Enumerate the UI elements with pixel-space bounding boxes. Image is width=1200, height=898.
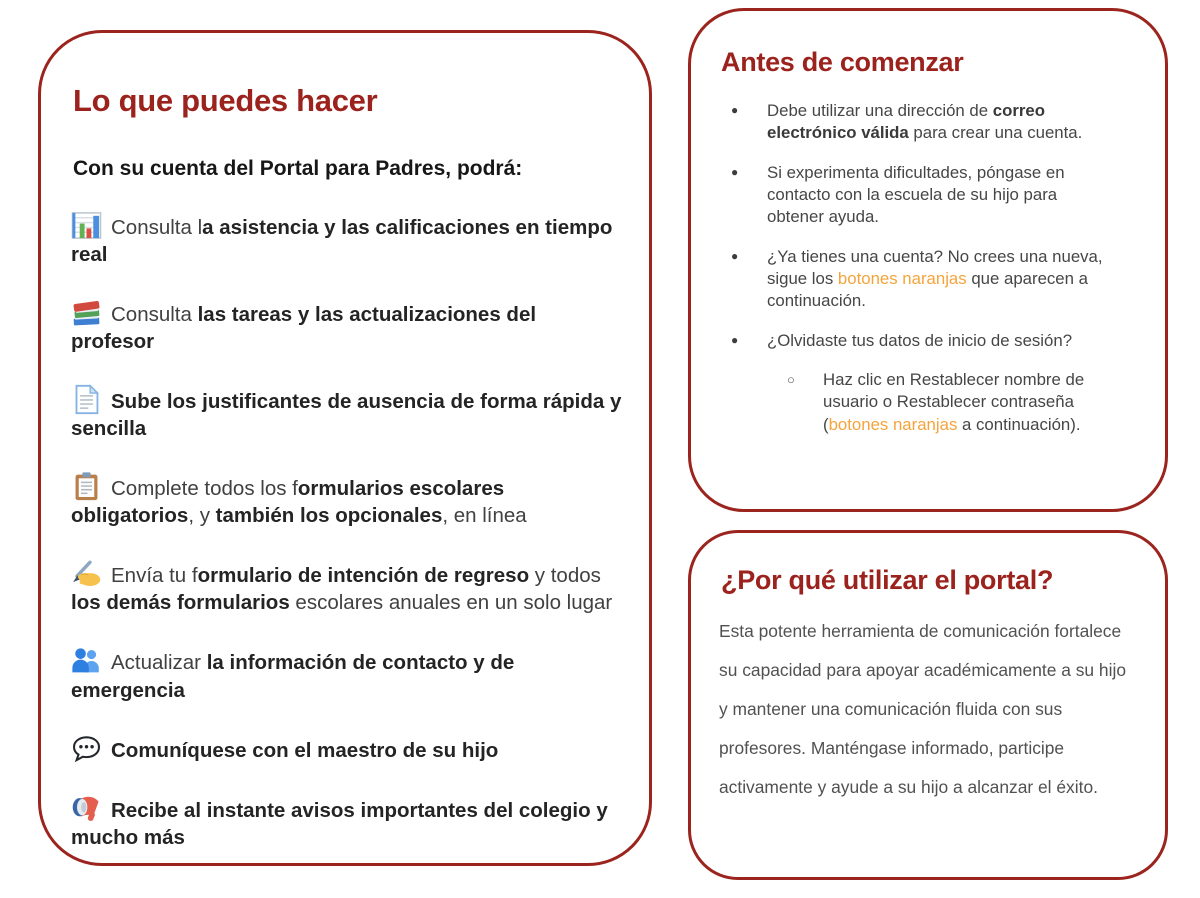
bullet-item [731,330,1139,352]
text-segment: botones naranjas [828,414,958,434]
text-segment: Haz clic en Restablecer nombre de usuario o Restablecer contraseña ( [823,369,1085,434]
portal-benefits-paragraph: Esta potente herramienta de comunicación fortalece su capacidad para apoyar académicamente a su hijo y mantener una comunicación fluida con sus profesores. Manténgase informado, participe activamente y ayude a su hijo a alcanzar el éxito. [719,621,1126,797]
list-item [71,384,623,442]
text-segment: escolares anuales en un solo lugar [289,591,613,615]
bullet-text [767,100,1113,145]
writing-hand-icon [71,558,102,589]
before-you-begin-panel [688,8,1168,512]
books-icon [71,297,102,328]
list-item [71,558,623,616]
bullet-list [731,100,1139,436]
text-segment: las tareas y las actualizaciones del profesor [71,303,537,354]
bullet-text [823,369,1139,436]
list-item [71,210,623,268]
bullet-text [767,330,1072,352]
text-segment: que aparecen a continuación. [767,268,1088,311]
megaphone-icon [71,793,102,824]
text-segment: Consulta [111,303,198,327]
text-segment: ormularios escolares obligatorios [71,477,505,528]
why-use-portal-title: ¿Por qué utilizar el portal? [721,565,1054,595]
text-segment: Complete todos los f [111,477,298,501]
text-segment: correo electrónico válida [767,101,1045,143]
list-item [71,793,623,851]
text-segment: Recibe al instante avisos importantes del colegio y mucho más [71,798,608,849]
text-segment: a asistencia y las calificaciones en tiempo real [71,216,613,267]
text-segment: Sube los justificantes de ausencia de forma rápida y sencilla [71,390,622,441]
bullet-marker: ● [731,248,739,263]
bar-chart-icon [71,210,102,241]
text-segment: a continuación). [957,414,1081,434]
text-segment: la información de contacto y de emergencia [71,651,515,702]
bullet-item [731,246,1139,313]
intro-text: Con su cuenta del Portal para Padres, podrá: [73,157,523,180]
bullet-text [767,246,1113,313]
text-segment: ormulario de intención de regreso [197,564,530,588]
feature-list [71,210,623,851]
text-segment: Envía tu f [111,564,198,588]
text-segment: ¿Ya tienes una cuenta? No crees una nueva, sigue los [767,246,1103,288]
document-icon [71,384,102,415]
what-you-can-do-title: Lo que puedes hacer [73,83,378,118]
before-you-begin-title: Antes de comenzar [721,47,964,77]
why-use-portal-panel [688,530,1168,880]
text-segment: Consulta l [111,216,203,239]
bullet-item [731,162,1139,229]
text-segment: para crear una cuenta. [908,123,1083,143]
text-segment: Actualizar [111,651,207,675]
text-segment: también los opcionales [215,504,443,528]
bullet-marker: ● [731,103,739,117]
bullet-marker: ● [731,332,739,347]
bullet-marker: ● [731,164,739,179]
text-segment: botones naranjas [837,268,967,288]
bullet-item [731,100,1139,145]
text-segment: Comuníquese con el maestro de su hijo [111,738,499,762]
text-segment: Si experimenta dificultades, póngase en contacto con la escuela de su hijo para obtener ayuda. [767,162,1065,227]
text-segment: , y [188,504,216,528]
list-item [71,645,623,703]
text-segment: y todos [529,564,601,588]
text-segment: los demás formularios [71,591,290,615]
list-item [71,297,623,355]
sub-bullet-item [787,369,1139,436]
text-segment: ¿Olvidaste tus datos de inicio de sesión? [767,330,1073,350]
clipboard-icon [71,471,102,502]
list-item [71,733,623,764]
bullet-text [767,162,1113,229]
list-item [71,471,623,529]
text-segment: Debe utilizar una dirección de [767,101,993,120]
speech-bubble-icon [71,733,102,764]
bullet-marker: ○ [787,371,795,387]
text-segment: , en línea [442,504,527,528]
what-you-can-do-panel [38,30,652,866]
people-icon [71,645,102,676]
